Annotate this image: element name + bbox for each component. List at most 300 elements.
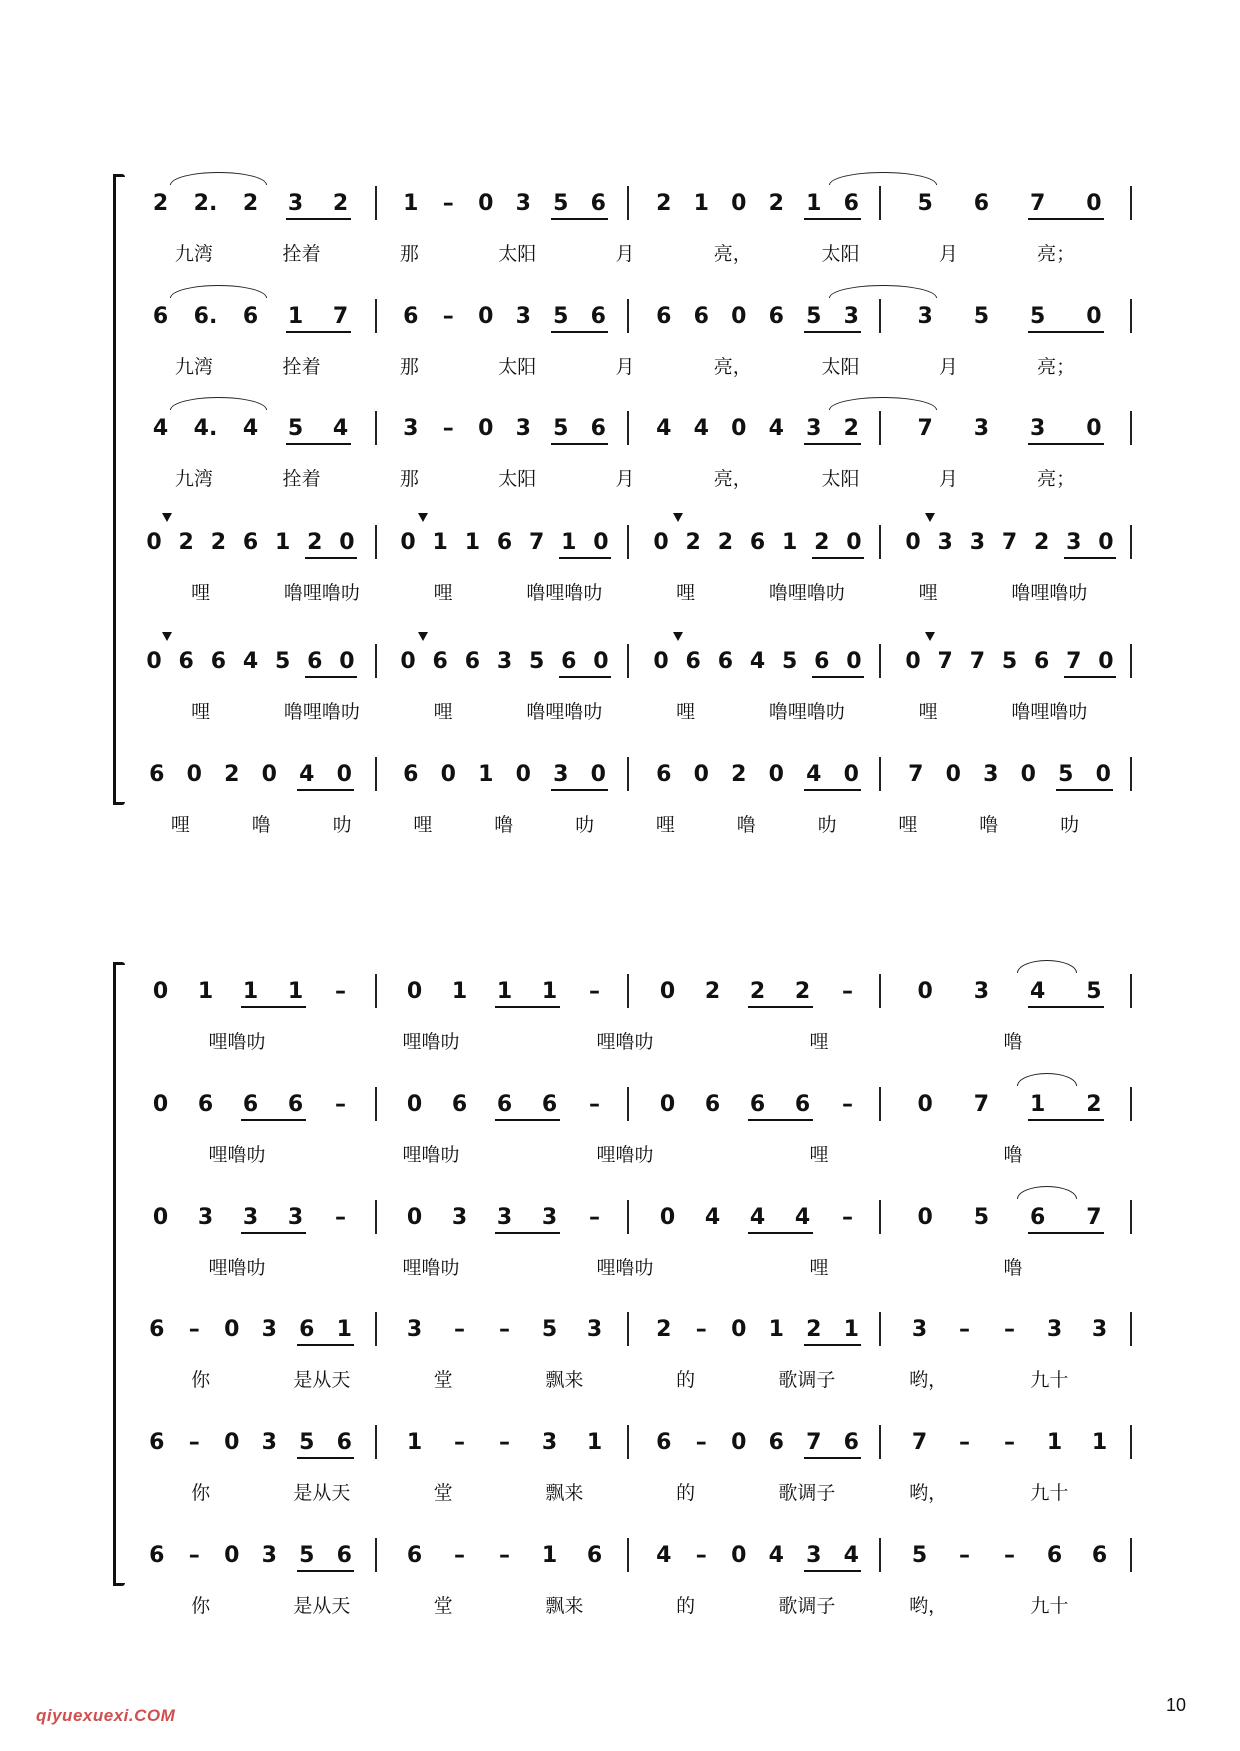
lyric-text: 太阳 — [821, 468, 860, 490]
note: – — [335, 979, 346, 1004]
note: 3 — [1046, 1317, 1063, 1342]
bar-line — [879, 1087, 881, 1121]
note: 1 — [541, 1543, 558, 1568]
note: 5 — [973, 304, 990, 329]
lyric-text: 你 — [191, 1369, 211, 1391]
note: 5 — [541, 1317, 558, 1342]
accent-mark — [418, 632, 428, 641]
note: 4 — [768, 416, 784, 441]
beam-line — [551, 789, 609, 791]
note: 3 — [911, 1317, 928, 1342]
lyric-text: 堂 — [433, 1482, 453, 1504]
lyric-text: 那 — [399, 243, 419, 265]
note: 0 — [406, 1205, 423, 1230]
note: – — [442, 304, 454, 329]
lyric-text: 哩 — [898, 814, 918, 836]
bar-line — [627, 1312, 629, 1346]
lyric-text: 你 — [191, 1595, 211, 1617]
lyric-text: 噜 — [1003, 1031, 1023, 1053]
note: 0 — [400, 530, 416, 555]
slur-mark — [829, 285, 937, 298]
note: 6 — [197, 1092, 214, 1117]
note: 1 — [197, 979, 214, 1004]
note: – — [589, 1205, 600, 1230]
note: 0 — [905, 530, 921, 555]
note: 0 — [152, 979, 169, 1004]
note: 5 — [917, 191, 933, 216]
bar-line — [879, 186, 881, 220]
note: 0 — [659, 979, 676, 1004]
note: 3 — [261, 1317, 277, 1342]
note: – — [959, 1543, 970, 1568]
note: 0 — [1086, 191, 1102, 216]
lyric-text: 月 — [615, 468, 635, 490]
note: 2 — [685, 530, 701, 555]
note: 0 — [693, 762, 709, 787]
note: 0 — [478, 304, 494, 329]
bar-line — [375, 299, 377, 333]
note: 0 — [1086, 304, 1102, 329]
lyric-text: 那 — [399, 468, 419, 490]
note: 1 — [403, 191, 419, 216]
note: 6 — [768, 1430, 784, 1455]
lyric-text: 噜哩噜叻 — [1011, 701, 1088, 723]
lyric-text: 哩噜叻 — [208, 1144, 266, 1166]
note: – — [959, 1317, 970, 1342]
accent-mark — [162, 513, 172, 522]
bar-line — [627, 1087, 629, 1121]
note: 3 — [553, 762, 569, 787]
note: 3 — [586, 1317, 603, 1342]
note: – — [842, 1205, 853, 1230]
note: 0 — [905, 649, 921, 674]
slur-mark — [170, 285, 267, 298]
lyric-text: 月 — [938, 468, 958, 490]
note: 6 — [432, 649, 448, 674]
lyric-text: 九十 — [1030, 1369, 1069, 1391]
lyric-text: 九湾 — [174, 468, 213, 490]
note: 0 — [590, 762, 606, 787]
lyric-text: 噜 — [251, 814, 271, 836]
note: 4 — [332, 416, 349, 441]
note: 6 — [717, 649, 733, 674]
note: 6 — [403, 304, 419, 329]
note: 0 — [731, 1543, 747, 1568]
note: 0 — [336, 762, 352, 787]
lyric-text: 的 — [676, 1369, 696, 1391]
lyric-text: 哩 — [809, 1144, 829, 1166]
note: 1 — [1046, 1430, 1063, 1455]
note: – — [1004, 1317, 1015, 1342]
beam-line — [1028, 1006, 1104, 1008]
lyric-text: 哩 — [676, 582, 696, 604]
note: 6 — [704, 1092, 721, 1117]
lyric-text: 太阳 — [821, 243, 860, 265]
beam-line — [812, 676, 864, 678]
note: 4 — [806, 762, 822, 787]
note: 6 — [242, 530, 259, 555]
lyric-text: 是从天 — [293, 1482, 351, 1504]
note: 5 — [299, 1543, 315, 1568]
beam-line — [804, 331, 862, 333]
note: 3 — [969, 530, 985, 555]
note: 6 — [287, 1092, 304, 1117]
note: 7 — [1001, 530, 1018, 555]
note: 6 — [843, 191, 859, 216]
note: 1 — [406, 1430, 423, 1455]
note: – — [335, 1205, 346, 1230]
note: 4 — [242, 649, 259, 674]
lyric-text: 哩 — [809, 1031, 829, 1053]
system-bracket — [113, 174, 126, 805]
lyric-text: 月 — [615, 356, 635, 378]
note: 2 — [768, 191, 784, 216]
lyric-text: 噜哩噜叻 — [1011, 582, 1088, 604]
note: 7 — [332, 304, 349, 329]
note: 6 — [242, 304, 259, 329]
note: 0 — [224, 1430, 240, 1455]
note: 2 — [814, 530, 830, 555]
note: 3 — [1091, 1317, 1108, 1342]
lyric-text: 亮； — [1037, 356, 1076, 378]
note: 6 — [149, 1317, 165, 1342]
note: 3 — [451, 1205, 468, 1230]
note: 3 — [261, 1543, 277, 1568]
note: 4 — [299, 762, 315, 787]
note: 5 — [973, 1205, 990, 1230]
note: 5 — [528, 649, 545, 674]
lyric-text: 哩 — [918, 582, 938, 604]
note: 6 — [336, 1543, 352, 1568]
lyric-text: 哩噜叻 — [402, 1031, 460, 1053]
lyric-text: 哩噜叻 — [402, 1257, 460, 1279]
note: 3 — [806, 1543, 822, 1568]
lyric-text: 噜 — [979, 814, 999, 836]
note: 5 — [274, 649, 291, 674]
note: – — [499, 1430, 510, 1455]
accent-mark — [673, 632, 683, 641]
lyric-text: 是从天 — [293, 1595, 351, 1617]
note: 5 — [1001, 649, 1018, 674]
note: 4 — [794, 1205, 811, 1230]
beam-line — [551, 443, 609, 445]
note: 0 — [846, 530, 862, 555]
note: 1 — [1029, 1092, 1046, 1117]
lyric-text: 哟， — [909, 1482, 948, 1504]
note: 0 — [768, 762, 784, 787]
note: – — [499, 1543, 510, 1568]
bar-line — [879, 1425, 881, 1459]
beam-line — [559, 557, 611, 559]
bar-line — [627, 1425, 629, 1459]
slur-mark — [1017, 1186, 1077, 1199]
bar-line — [375, 1200, 377, 1234]
lyric-text: 飘来 — [545, 1369, 584, 1391]
lyric-text: 哩 — [809, 1257, 829, 1279]
note: 2 — [717, 530, 733, 555]
lyric-text: 叻 — [1060, 814, 1080, 836]
note: 3 — [541, 1430, 558, 1455]
lyric-text: 哩 — [191, 582, 211, 604]
bar-line — [879, 411, 881, 445]
beam-line — [297, 1570, 355, 1572]
bar-line — [627, 1538, 629, 1572]
note: – — [442, 191, 454, 216]
note: 3 — [403, 416, 419, 441]
beam-line — [551, 218, 609, 220]
note: 1 — [464, 530, 480, 555]
note: 6 — [749, 530, 766, 555]
bar-line — [627, 757, 629, 791]
note: 3 — [496, 649, 513, 674]
note: 6 — [307, 649, 323, 674]
beam-line — [748, 1232, 813, 1234]
note: – — [842, 979, 853, 1004]
note: 2 — [242, 191, 259, 216]
note: 3 — [287, 1205, 304, 1230]
note: 6 — [1046, 1543, 1063, 1568]
note: 0 — [261, 762, 277, 787]
beam-line — [1064, 557, 1116, 559]
note: 3 — [242, 1205, 259, 1230]
beam-line — [1028, 218, 1104, 220]
note: – — [695, 1317, 707, 1342]
note: – — [1004, 1430, 1015, 1455]
lyric-text: 噜哩噜叻 — [283, 582, 360, 604]
note: 0 — [224, 1317, 240, 1342]
note: 0 — [478, 191, 494, 216]
note: 0 — [659, 1092, 676, 1117]
note: 4 — [768, 1543, 784, 1568]
bar-line — [627, 411, 629, 445]
note: 7 — [917, 416, 933, 441]
beam-line — [241, 1232, 306, 1234]
note: 0 — [846, 649, 862, 674]
watermark-text: qiyuexuexi.COM — [36, 1706, 176, 1725]
note: 0 — [186, 762, 202, 787]
lyric-text: 歌调子 — [778, 1482, 836, 1504]
bar-line — [375, 1425, 377, 1459]
note: 0 — [478, 416, 494, 441]
beam-line — [1064, 676, 1116, 678]
bar-line — [879, 974, 881, 1008]
note: 0 — [1098, 649, 1114, 674]
lyric-text: 拴着 — [282, 356, 321, 378]
lyric-text: 太阳 — [498, 243, 537, 265]
note: 0 — [731, 416, 747, 441]
note: 4 — [843, 1543, 859, 1568]
note: 6 — [541, 1092, 558, 1117]
note: – — [188, 1317, 200, 1342]
beam-line — [297, 1457, 355, 1459]
lyric-text: 九湾 — [174, 356, 213, 378]
note: 3 — [541, 1205, 558, 1230]
note: 0 — [653, 530, 669, 555]
lyric-text: 哩 — [433, 582, 453, 604]
beam-line — [241, 1119, 306, 1121]
bar-line — [879, 1312, 881, 1346]
note: – — [188, 1543, 200, 1568]
note: 6 — [152, 304, 169, 329]
note: 1 — [274, 530, 291, 555]
note: 5 — [287, 416, 304, 441]
beam-line — [297, 1344, 355, 1346]
lyric-text: 叻 — [332, 814, 352, 836]
bar-line — [627, 525, 629, 559]
lyric-text: 哩 — [676, 701, 696, 723]
note: 1 — [561, 530, 577, 555]
note: 6 — [451, 1092, 468, 1117]
note: 6 — [336, 1430, 352, 1455]
note: 0 — [339, 649, 355, 674]
note: 3 — [197, 1205, 214, 1230]
slur-mark — [829, 172, 937, 185]
note: 5 — [553, 304, 569, 329]
beam-line — [286, 218, 351, 220]
note: 0 — [515, 762, 531, 787]
lyric-text: 拴着 — [282, 468, 321, 490]
lyric-text: 哩 — [655, 814, 675, 836]
bar-line — [627, 974, 629, 1008]
note: 5 — [1086, 979, 1102, 1004]
beam-line — [286, 331, 351, 333]
slur-mark — [170, 397, 267, 410]
note: 1 — [1091, 1430, 1108, 1455]
note: 4 — [1029, 979, 1046, 1004]
lyric-text: 太阳 — [498, 356, 537, 378]
note: 0 — [146, 649, 162, 674]
lyric-text: 噜哩噜叻 — [526, 582, 603, 604]
beam-line — [748, 1119, 813, 1121]
lyric-text: 那 — [399, 356, 419, 378]
note: 0 — [593, 649, 609, 674]
note: 2 — [794, 979, 811, 1004]
bar-line — [1130, 411, 1132, 445]
bar-line — [879, 1538, 881, 1572]
accent-mark — [925, 513, 935, 522]
lyric-text: 的 — [676, 1595, 696, 1617]
lyric-text: 亮； — [1037, 468, 1076, 490]
beam-line — [804, 218, 862, 220]
note: 3 — [1029, 416, 1046, 441]
note: 6 — [814, 649, 830, 674]
note: 2 — [1033, 530, 1050, 555]
note: – — [454, 1317, 465, 1342]
note: 0 — [1020, 762, 1036, 787]
bar-line — [375, 525, 377, 559]
bar-line — [879, 1200, 881, 1234]
note: 2 — [656, 191, 672, 216]
lyric-text: 月 — [615, 243, 635, 265]
note: 3 — [515, 191, 531, 216]
note: 0 — [406, 1092, 423, 1117]
beam-line — [804, 443, 862, 445]
note: – — [442, 416, 454, 441]
note: 6 — [1029, 1205, 1046, 1230]
bar-line — [627, 644, 629, 678]
note: 3 — [973, 979, 990, 1004]
note: – — [499, 1317, 510, 1342]
bar-line — [1130, 1312, 1132, 1346]
note: 7 — [1029, 191, 1046, 216]
note: 0 — [653, 649, 669, 674]
lyric-text: 噜哩噜叻 — [768, 701, 845, 723]
note: 3 — [806, 416, 822, 441]
note: – — [188, 1430, 200, 1455]
note: 5 — [806, 304, 822, 329]
note: 0 — [152, 1092, 169, 1117]
bar-line — [879, 525, 881, 559]
note: 0 — [406, 979, 423, 1004]
lyric-text: 你 — [191, 1482, 211, 1504]
note: 5 — [299, 1430, 315, 1455]
beam-line — [495, 1232, 560, 1234]
note: 0 — [146, 530, 162, 555]
lyric-text: 飘来 — [545, 1482, 584, 1504]
note: 4 — [749, 1205, 766, 1230]
note: 1 — [806, 191, 822, 216]
lyric-text: 噜哩噜叻 — [768, 582, 845, 604]
watermark — [36, 1706, 175, 1726]
bar-line — [627, 299, 629, 333]
note: – — [335, 1092, 346, 1117]
note: 6 — [464, 649, 480, 674]
note: 2 — [178, 530, 194, 555]
note: 0 — [917, 1092, 933, 1117]
note: 0 — [917, 1205, 933, 1230]
note: 6 — [496, 530, 513, 555]
lyric-text: 亮， — [713, 243, 752, 265]
note: 0 — [339, 530, 355, 555]
note: 2 — [704, 979, 721, 1004]
note: 1 — [541, 979, 558, 1004]
note: 4 — [242, 416, 259, 441]
note: 6 — [973, 191, 990, 216]
note: 0 — [917, 979, 933, 1004]
beam-line — [551, 331, 609, 333]
note: 0 — [1098, 530, 1114, 555]
note: 0 — [945, 762, 961, 787]
note: 0 — [1095, 762, 1111, 787]
note: 0 — [731, 191, 747, 216]
note: 1 — [478, 762, 494, 787]
bar-line — [375, 1538, 377, 1572]
note: 0 — [1086, 416, 1102, 441]
system-bracket — [113, 962, 126, 1586]
lyric-text: 九十 — [1030, 1482, 1069, 1504]
beam-line — [241, 1006, 306, 1008]
note: – — [589, 1092, 600, 1117]
note: 6 — [299, 1317, 315, 1342]
note: 6 — [561, 649, 577, 674]
lyric-text: 哩 — [918, 701, 938, 723]
note: 0 — [224, 1543, 240, 1568]
note: 1 — [242, 979, 259, 1004]
beam-line — [1028, 1232, 1104, 1234]
note: 7 — [969, 649, 985, 674]
note: 7 — [528, 530, 545, 555]
note: 5 — [1029, 304, 1046, 329]
note: 2 — [1086, 1092, 1102, 1117]
note: 2 — [210, 530, 226, 555]
lyric-text: 噜 — [736, 814, 756, 836]
note: 1 — [451, 979, 468, 1004]
note: – — [454, 1543, 465, 1568]
note: 0 — [440, 762, 456, 787]
beam-line — [804, 1344, 862, 1346]
lyric-text: 噜 — [1003, 1257, 1023, 1279]
note: 6 — [794, 1092, 811, 1117]
